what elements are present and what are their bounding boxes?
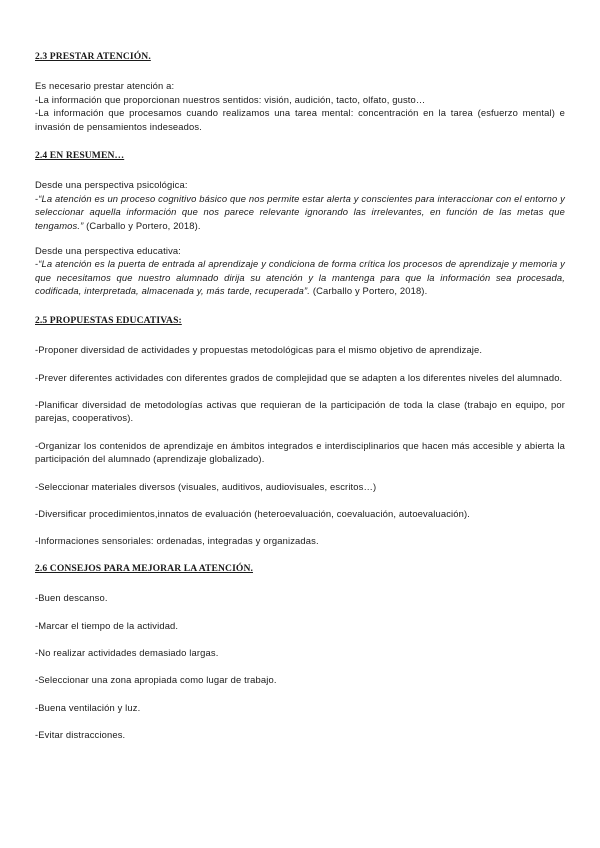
educativa-quote: “La atención es la puerta de entrada al aprendizaje y condiciona de forma crítica los procesos de aprendizaje y memoria y que necesitamos que nuestro alumnado dirija su atención y la mantenga para que la información sea procesada, codificada, interpretada, almacenada y, más tarde, recuperada”. [35, 258, 565, 297]
consejo-item: -Buena ventilación y luz. [35, 701, 141, 713]
educativa-definition [35, 257, 565, 297]
psicologica-quote: “La atención es un proceso cognitivo básico que nos permite estar alerta y conscientes para interaccionar con el entorno y seleccionar aquella información que nos parece relevante ignorando las irrelevantes, en función de las metas que tengamos.” [35, 192, 565, 231]
psicologica-dash: - [35, 192, 39, 204]
consejo-item: -Marcar el tiempo de la actividad. [35, 619, 179, 631]
educativa-intro: Desde una perspectiva educativa: [35, 245, 182, 257]
propuesta-item: -Informaciones sensoriales: ordenadas, integradas y organizadas. [35, 535, 319, 547]
psicologica-definition [35, 192, 565, 232]
prestar-item-2: -La información que procesamos cuando realizamos una tarea mental: concentración en la tarea (esfuerzo mental) e invasión de pensamientos indeseados. [35, 107, 565, 132]
consejo-item: -Buen descanso. [35, 592, 108, 604]
prestar-item-1: -La información que proporcionan nuestros sentidos: visión, audición, tacto, olfato, gusto… [35, 93, 426, 105]
consejo-item: -Seleccionar una zona apropiada como lugar de trabajo. [35, 674, 277, 686]
propuesta-item: -Diversificar procedimientos,innatos de evaluación (heteroevaluación, coevaluación, autoevaluación). [35, 507, 471, 519]
propuesta-item: -Prever diferentes actividades con diferentes grados de complejidad que se adapten a los diferentes niveles del alumnado. [35, 371, 563, 383]
educativa-citation: (Carballo y Portero, 2018). [310, 285, 428, 297]
section-heading-resumen: 2.4 EN RESUMEN… [35, 150, 125, 162]
propuesta-item: -Seleccionar materiales diversos (visuales, auditivos, audiovisuales, escritos…) [35, 480, 377, 492]
propuesta-item: -Organizar los contenidos de aprendizaje en ámbitos integrados e interdisciplinarios que hacen más accesible y abierta la participación del alumnado (aprendizaje globalizado). [35, 439, 565, 465]
document-body [35, 50, 565, 742]
section-heading-consejos: 2.6 CONSEJOS PARA MEJORAR LA ATENCIÓN. [35, 562, 253, 574]
consejo-item: -Evitar distracciones. [35, 729, 126, 741]
psicologica-citation: (Carballo y Portero, 2018). [83, 219, 201, 231]
psicologica-intro: Desde una perspectiva psicológica: [35, 179, 188, 191]
propuesta-item: -Proponer diversidad de actividades y propuestas metodológicas para el mismo objetivo de aprendizaje. [35, 344, 483, 356]
educativa-dash: - [35, 258, 39, 270]
prestar-intro: Es necesario prestar atención a: [35, 80, 175, 92]
section-heading-prestar-atencion: 2.3 PRESTAR ATENCIÓN. [35, 51, 151, 62]
section-heading-propuestas: 2.5 PROPUESTAS EDUCATIVAS: [35, 314, 182, 326]
consejo-item: -No realizar actividades demasiado largas. [35, 646, 219, 658]
propuesta-item: -Planificar diversidad de metodologías activas que requieran de la participación de toda la clase (trabajo en equipo, por parejas, cooperativos). [35, 398, 565, 424]
